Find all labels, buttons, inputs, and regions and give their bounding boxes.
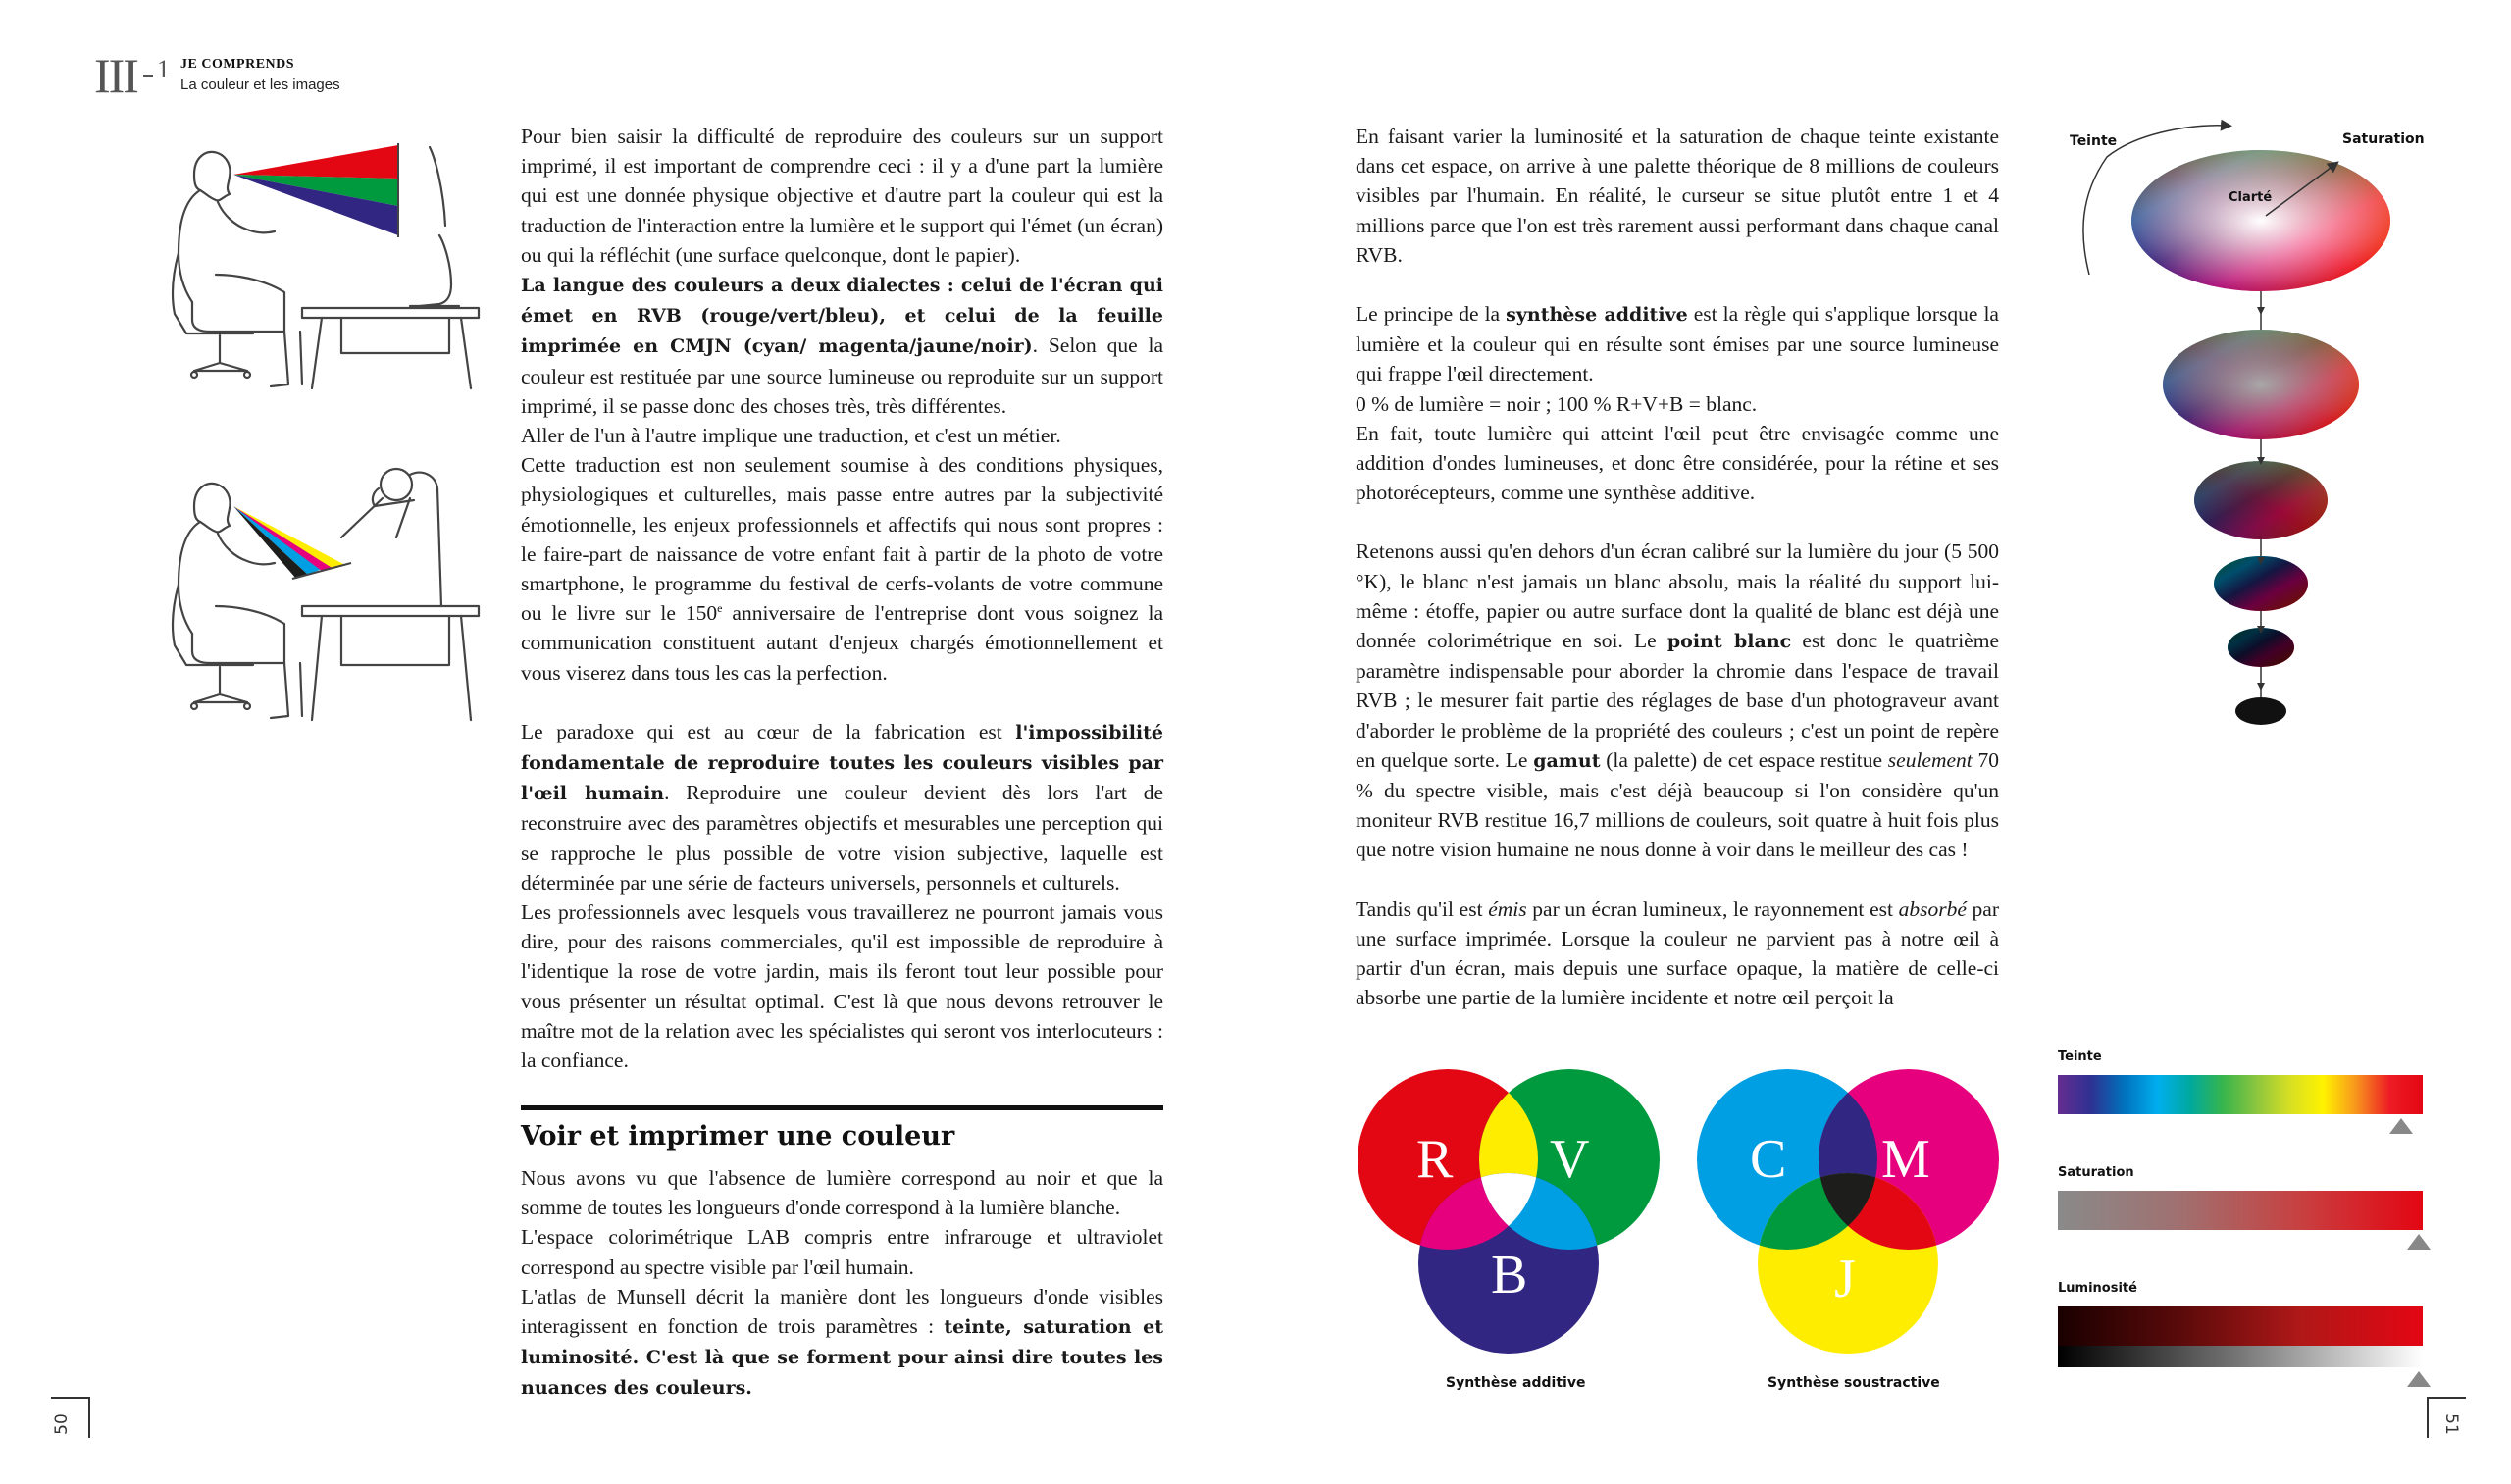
paragraph: En faisant varier la luminosité et la saturation de chaque teinte existante dans cet espace, on arrive à une palette théorique de 8 millions de couleurs visibles par l'humain. En réalité, le curseur se situe plutôt entre 1 et 4 millions parce que l'on est très rarement aussi performant dans chaque canal RVB. bbox=[1356, 125, 1999, 267]
text-span: est la règle qui s'applique lorsque la lumière et la couleur qui en résulte sont émises par une source lumineuse qui frappe l'œil directement. bbox=[1356, 302, 1999, 386]
paragraph bbox=[1356, 895, 1999, 1013]
text-span: Cette traduction est non seulement soumise à des conditions physiques, physiologiques et culturelles, mais passe entre autres par la subjectivité émotionnelle, les enjeux professionnels et affectifs qui nous sont propres : le faire-part de naissance de votre enfant fait à partir de la photo de votre smartphone, le programme du festival de cerfs-volants de votre commune ou le livre sur le 150 bbox=[521, 453, 1163, 626]
letter-r: R bbox=[1416, 1129, 1454, 1190]
section-heading: Voir et imprimer une couleur bbox=[521, 1121, 955, 1151]
print-illustration bbox=[165, 459, 488, 734]
paragraph bbox=[521, 450, 1163, 688]
chapter-dash bbox=[143, 75, 153, 77]
caption-subtractive: Synthèse soustractive bbox=[1768, 1375, 1940, 1391]
color-solid-diagram bbox=[2050, 118, 2472, 745]
paragraph: Nous avons vu que l'absence de lumière correspond au noir et que la somme de toutes les longueurs d'onde correspond à la lumière blanche. bbox=[521, 1166, 1163, 1220]
left-column-bottom bbox=[521, 1163, 1163, 1404]
letter-v: V bbox=[1550, 1129, 1590, 1190]
paragraph bbox=[521, 270, 1163, 421]
text-span: Le principe de la bbox=[1356, 302, 1507, 327]
text-span: . Selon que la couleur est restituée par une source lumineuse ou reproduite sur un support imprimé, il se passe donc des choses très, très différentes. bbox=[521, 333, 1163, 418]
saturation-slider-bar bbox=[2058, 1191, 2423, 1230]
chapter-number: III bbox=[94, 48, 137, 103]
paragraph: 0 % de lumière = noir ; 100 % R+V+B = blanc. bbox=[1356, 391, 1758, 416]
text-span: est donc le quatrième paramètre indispensable pour aborder la chromie dans l'espace de travail RVB ; le mesurer fait partie des réglages de base d'un photograveur avant d'aborder le problème de la propriété des couleurs ; c'est un point de repère en quelque sorte. Le bbox=[1356, 629, 1999, 772]
paragraph bbox=[521, 1282, 1163, 1404]
right-column bbox=[1356, 122, 1999, 1012]
screen-illustration bbox=[165, 128, 488, 402]
chapter-sub-number: 1 bbox=[157, 55, 170, 83]
additive-synthesis-diagram bbox=[1358, 1067, 1671, 1361]
bold-text: La langue des couleurs a deux dialectes : celui de l'écran qui émet en RVB (rouge/vert/bleu), et celui de la feuille imprimée en CMJN (cyan/ magenta/jaune/noir) bbox=[521, 275, 1163, 358]
label-clarte: Clarté bbox=[2229, 190, 2273, 205]
paragraph: Aller de l'un à l'autre implique une traduction, et c'est un métier. bbox=[521, 424, 1061, 448]
letter-j: J bbox=[1834, 1249, 1856, 1309]
slider-label-saturation: Saturation bbox=[2058, 1165, 2134, 1180]
heading-rule bbox=[521, 1105, 1163, 1110]
text-span: Tandis qu'il est bbox=[1356, 896, 1489, 921]
label-teinte: Teinte bbox=[2070, 133, 2118, 149]
letter-c: C bbox=[1750, 1129, 1787, 1190]
text-span: (la palette) de cet espace restitue bbox=[1600, 747, 1888, 772]
label-saturation: Saturation bbox=[2342, 131, 2425, 147]
letter-b: B bbox=[1491, 1245, 1528, 1305]
text-span: par une surface imprimée. Lorsque la couleur ne parvient pas à notre œil à partir d'un écran, mais depuis une surface opaque, la matière de celle-ci absorbe une partie de la lumière incidente et notre œil perçoit la bbox=[1356, 896, 2000, 1010]
text-span: Le paradoxe qui est au cœur de la fabrication est bbox=[521, 719, 1016, 743]
page-number-right: 51 bbox=[2440, 1413, 2461, 1435]
superscript: e bbox=[717, 601, 723, 616]
italic-text: émis bbox=[1488, 896, 1527, 921]
caption-additive: Synthèse additive bbox=[1446, 1375, 1586, 1391]
text-span: . Reproduire une couleur devient dès lors l'art de reconstruire avec des paramètres objectifs et mesurables une perception qui se rapproche le plus possible de votre vision subjective, laquelle est déterminée par une série de facteurs universels, personnels et culturels. bbox=[521, 781, 1163, 895]
text-span: 70 % du spectre visible, mais c'est déjà beaucoup si l'on considère qu'un moniteur RVB restitue 16,7 millions de couleurs, soit quatre à huit fois plus que notre vision humaine ne nous donne à voir dans le meilleur des cas ! bbox=[1356, 747, 1999, 862]
text-span: anniversaire de l'entreprise dont vous soignez la communication constituent autant d'enjeux chargés émotionnellement et vous viserez dans tous les cas la perfection. bbox=[521, 601, 1163, 685]
slider-label-teinte: Teinte bbox=[2058, 1049, 2102, 1064]
paragraph: L'espace colorimétrique LAB compris entre infrarouge et ultraviolet correspond au spectre visible par l'œil humain. bbox=[521, 1225, 1163, 1279]
text-span: L'atlas de Munsell décrit la manière dont les longueurs d'onde visibles interagissent en fonction de trois paramètres : bbox=[521, 1284, 1163, 1339]
bold-text: l'impossibilité fondamentale de reproduire toutes les couleurs visibles par l'œil humain bbox=[521, 721, 1163, 805]
text-span: par un écran lumineux, le rayonnement est bbox=[1526, 896, 1899, 921]
paragraph: Pour bien saisir la difficulté de reproduire des couleurs sur un support imprimé, il est important de comprendre ceci : il y a d'une part la lumière qui est une donnée physique objective et d'autre part la couleur qui est la traduction de l'interaction entre la lumière et le support qui l'émet (un écran) ou qui la réfléchit (une surface quelconque, dont le papier). bbox=[521, 125, 1163, 267]
text-span: Retenons aussi qu'en dehors d'un écran calibré sur la lumière du jour (5 500 °K), le blanc n'est jamais un blanc absolu, mais la réalité du support lui-même : étoffe, papier ou autre surface dont la qualité de blanc est déjà une donnée colorimétrique en soi. Le bbox=[1356, 539, 1999, 653]
paragraph bbox=[1356, 299, 1999, 389]
bold-text: gamut bbox=[1533, 749, 1601, 772]
luminosity-slider-white bbox=[2058, 1346, 2423, 1367]
paragraph: Les professionnels avec lesquels vous travaillerez ne pourront jamais vous dire, pour des raisons commerciales, qu'il est impossible de reproduire à l'identique la rose de votre jardin, mais ils feront tout leur possible pour vous présenter un résultat optimal. C'est là que nous devons retrouver le maître mot de la relation avec les spécialistes qui seront vos interlocuteurs : la confiance. bbox=[521, 900, 1163, 1073]
italic-text: seulement bbox=[1887, 747, 1973, 772]
hue-slider-bar bbox=[2058, 1075, 2423, 1114]
bold-text: teinte, saturation et luminosité. C'est là que se forment pour ainsi dire toutes les nuances des couleurs. bbox=[521, 1316, 1163, 1400]
italic-text: absorbé bbox=[1898, 896, 1967, 921]
paragraph bbox=[521, 717, 1163, 897]
letter-m: M bbox=[1881, 1129, 1930, 1190]
left-column bbox=[521, 122, 1163, 1075]
page-number-left: 50 bbox=[51, 1413, 72, 1435]
paragraph bbox=[1356, 537, 1999, 864]
paragraph: En fait, toute lumière qui atteint l'œil peut être envisagée comme une addition d'ondes lumineuses, et donc être considérée, pour la rétine et ses photorécepteurs, comme une synthèse additive. bbox=[1356, 421, 1999, 505]
subtractive-synthesis-diagram bbox=[1697, 1067, 2011, 1361]
section-title: La couleur et les images bbox=[180, 77, 340, 93]
slider-label-luminosite: Luminosité bbox=[2058, 1281, 2137, 1296]
luminosity-slider-thumb[interactable] bbox=[2407, 1371, 2431, 1387]
section-label: JE COMPRENDS bbox=[180, 57, 295, 72]
bold-text: point blanc bbox=[1666, 631, 1792, 653]
bold-text: synthèse additive bbox=[1506, 304, 1688, 327]
hue-slider-thumb[interactable] bbox=[2389, 1118, 2413, 1134]
saturation-slider-thumb[interactable] bbox=[2407, 1234, 2431, 1250]
